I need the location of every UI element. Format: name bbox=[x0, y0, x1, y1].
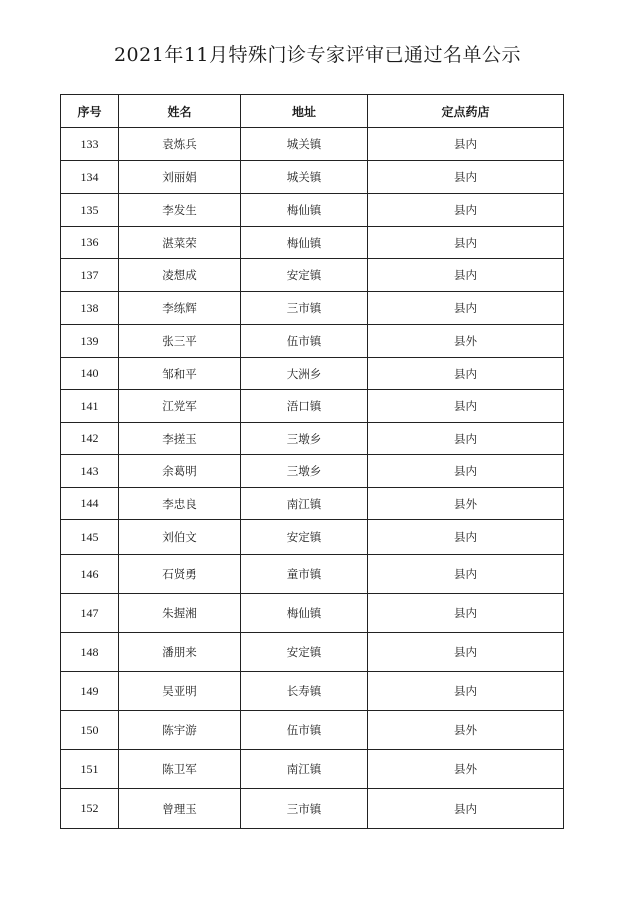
table-header-row bbox=[61, 95, 564, 128]
cell-pharmacy: 县内 bbox=[368, 555, 564, 594]
cell-name: 李忠良 bbox=[119, 488, 241, 520]
table-row bbox=[61, 423, 564, 455]
cell-name: 湛菜荣 bbox=[119, 227, 241, 259]
cell-name: 李练辉 bbox=[119, 292, 241, 325]
column-header-serial: 序号 bbox=[61, 95, 119, 128]
cell-serial: 139 bbox=[61, 325, 119, 358]
cell-address: 南江镇 bbox=[241, 750, 368, 789]
cell-serial: 138 bbox=[61, 292, 119, 325]
cell-address: 安定镇 bbox=[241, 633, 368, 672]
table-row bbox=[61, 128, 564, 161]
cell-serial: 134 bbox=[61, 161, 119, 194]
cell-pharmacy: 县内 bbox=[368, 423, 564, 455]
cell-address: 三墩乡 bbox=[241, 423, 368, 455]
cell-name: 潘朋来 bbox=[119, 633, 241, 672]
cell-name: 邹和平 bbox=[119, 358, 241, 390]
table-row bbox=[61, 390, 564, 423]
cell-serial: 147 bbox=[61, 594, 119, 633]
cell-serial: 136 bbox=[61, 227, 119, 259]
cell-pharmacy: 县内 bbox=[368, 520, 564, 555]
table-row bbox=[61, 161, 564, 194]
table-row bbox=[61, 633, 564, 672]
cell-serial: 149 bbox=[61, 672, 119, 711]
cell-name: 刘伯文 bbox=[119, 520, 241, 555]
cell-address: 梅仙镇 bbox=[241, 194, 368, 227]
cell-address: 南江镇 bbox=[241, 488, 368, 520]
cell-pharmacy: 县内 bbox=[368, 358, 564, 390]
cell-address: 童市镇 bbox=[241, 555, 368, 594]
table-row bbox=[61, 520, 564, 555]
cell-serial: 145 bbox=[61, 520, 119, 555]
cell-serial: 151 bbox=[61, 750, 119, 789]
table-row bbox=[61, 455, 564, 488]
cell-address: 城关镇 bbox=[241, 161, 368, 194]
cell-serial: 148 bbox=[61, 633, 119, 672]
cell-serial: 135 bbox=[61, 194, 119, 227]
cell-pharmacy: 县内 bbox=[368, 259, 564, 292]
table-row bbox=[61, 227, 564, 259]
cell-name: 陈卫军 bbox=[119, 750, 241, 789]
cell-name: 朱握湘 bbox=[119, 594, 241, 633]
cell-address: 梅仙镇 bbox=[241, 594, 368, 633]
cell-serial: 143 bbox=[61, 455, 119, 488]
cell-pharmacy: 县内 bbox=[368, 633, 564, 672]
cell-address: 长寿镇 bbox=[241, 672, 368, 711]
cell-address: 伍市镇 bbox=[241, 711, 368, 750]
table-row bbox=[61, 358, 564, 390]
cell-serial: 141 bbox=[61, 390, 119, 423]
table-row bbox=[61, 711, 564, 750]
cell-address: 浯口镇 bbox=[241, 390, 368, 423]
cell-address: 大洲乡 bbox=[241, 358, 368, 390]
cell-pharmacy: 县内 bbox=[368, 128, 564, 161]
cell-address: 伍市镇 bbox=[241, 325, 368, 358]
table-row bbox=[61, 259, 564, 292]
cell-serial: 150 bbox=[61, 711, 119, 750]
cell-name: 吴亚明 bbox=[119, 672, 241, 711]
table-row bbox=[61, 194, 564, 227]
cell-serial: 140 bbox=[61, 358, 119, 390]
cell-name: 张三平 bbox=[119, 325, 241, 358]
table-row bbox=[61, 672, 564, 711]
cell-serial: 152 bbox=[61, 789, 119, 829]
cell-pharmacy: 县外 bbox=[368, 750, 564, 789]
cell-pharmacy: 县外 bbox=[368, 488, 564, 520]
cell-serial: 133 bbox=[61, 128, 119, 161]
table-row bbox=[61, 325, 564, 358]
cell-name: 江党军 bbox=[119, 390, 241, 423]
table-row bbox=[61, 594, 564, 633]
table-row bbox=[61, 292, 564, 325]
cell-address: 三墩乡 bbox=[241, 455, 368, 488]
approved-list-table bbox=[60, 94, 564, 829]
cell-name: 袁炼兵 bbox=[119, 128, 241, 161]
cell-name: 陈宇游 bbox=[119, 711, 241, 750]
cell-name: 凌想成 bbox=[119, 259, 241, 292]
table-row bbox=[61, 488, 564, 520]
cell-pharmacy: 县外 bbox=[368, 711, 564, 750]
cell-pharmacy: 县内 bbox=[368, 292, 564, 325]
cell-pharmacy: 县外 bbox=[368, 325, 564, 358]
cell-pharmacy: 县内 bbox=[368, 161, 564, 194]
cell-pharmacy: 县内 bbox=[368, 455, 564, 488]
column-header-address: 地址 bbox=[241, 95, 368, 128]
cell-address: 安定镇 bbox=[241, 520, 368, 555]
cell-serial: 144 bbox=[61, 488, 119, 520]
table-body bbox=[61, 128, 564, 829]
cell-serial: 146 bbox=[61, 555, 119, 594]
cell-address: 三市镇 bbox=[241, 292, 368, 325]
cell-address: 安定镇 bbox=[241, 259, 368, 292]
cell-address: 梅仙镇 bbox=[241, 227, 368, 259]
cell-pharmacy: 县内 bbox=[368, 194, 564, 227]
cell-pharmacy: 县内 bbox=[368, 672, 564, 711]
cell-name: 李发生 bbox=[119, 194, 241, 227]
cell-address: 城关镇 bbox=[241, 128, 368, 161]
cell-name: 余葛明 bbox=[119, 455, 241, 488]
page-title: 2021年11月特殊门诊专家评审已通过名单公示 bbox=[113, 44, 522, 66]
column-header-pharmacy: 定点药店 bbox=[368, 95, 564, 128]
cell-pharmacy: 县内 bbox=[368, 390, 564, 423]
table-row bbox=[61, 750, 564, 789]
cell-name: 曾理玉 bbox=[119, 789, 241, 829]
column-header-name: 姓名 bbox=[119, 95, 241, 128]
cell-address: 三市镇 bbox=[241, 789, 368, 829]
cell-pharmacy: 县内 bbox=[368, 227, 564, 259]
cell-serial: 137 bbox=[61, 259, 119, 292]
cell-pharmacy: 县内 bbox=[368, 789, 564, 829]
cell-pharmacy: 县内 bbox=[368, 594, 564, 633]
cell-name: 李搓玉 bbox=[119, 423, 241, 455]
cell-name: 石贤勇 bbox=[119, 555, 241, 594]
table-row bbox=[61, 555, 564, 594]
table-row bbox=[61, 789, 564, 829]
cell-serial: 142 bbox=[61, 423, 119, 455]
cell-name: 刘丽娟 bbox=[119, 161, 241, 194]
